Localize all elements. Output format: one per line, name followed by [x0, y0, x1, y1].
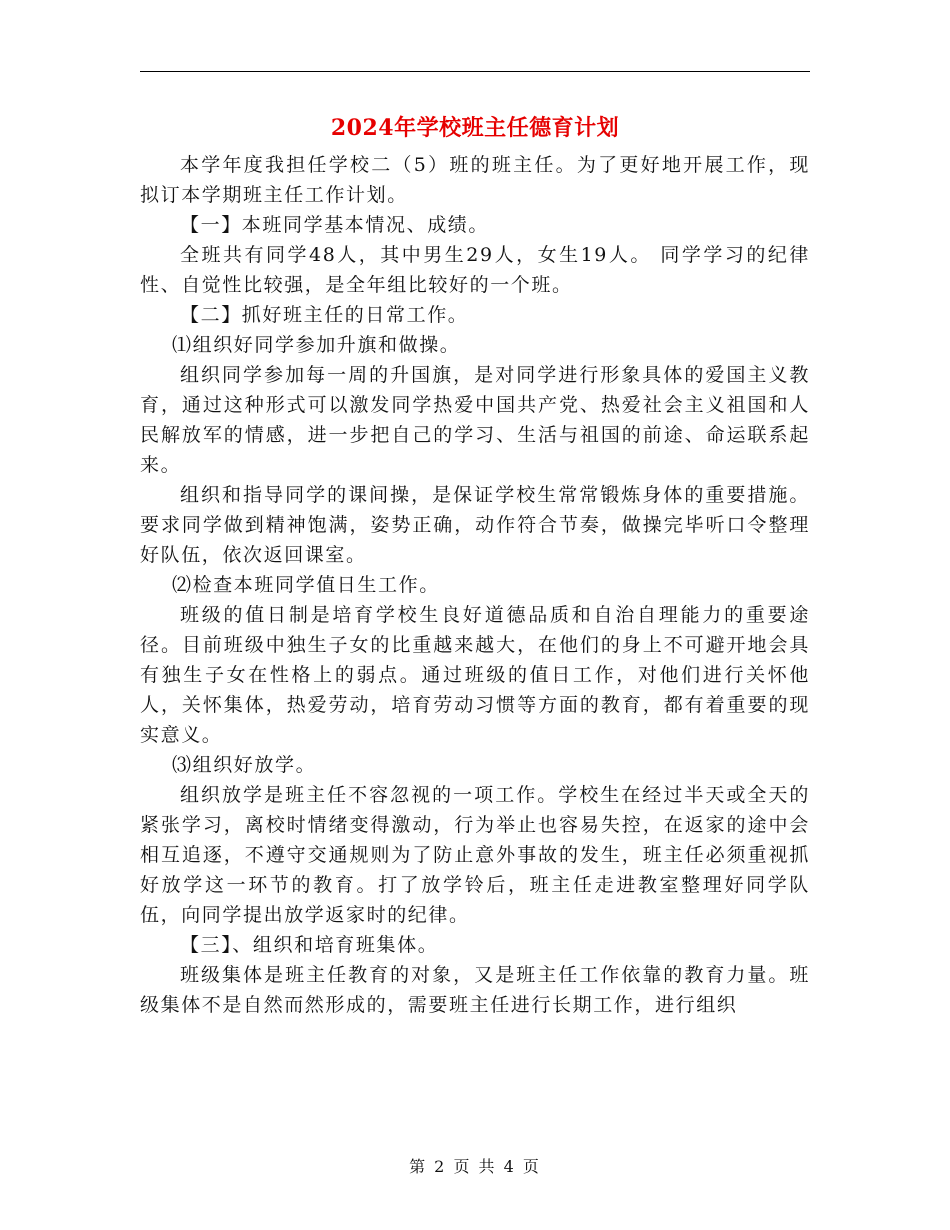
page-number-footer: 第 2 页 共 4 页 [409, 1157, 541, 1176]
paragraph: 全班共有同学48人，其中男生29人，女生19人。 同学学习的纪律性、自觉性比较强，是全年组比较好的一个班。 [140, 244, 810, 296]
paragraph: 组织放学是班主任不容忽视的一项工作。学校生在经过半天或全天的紧张学习，离校时情绪变得激动，行为举止也容易失控，在返家的途中会相互追逐，不遵守交通规则为了防止意外事故的发生，班主任必须重视抓好放学这一环节的教育。打了放学铃后，班主任走进教室整理好同学队伍，向同学提出放学返家时的纪律。 [140, 784, 810, 926]
section-heading-2: 【二】抓好班主任的日常工作。 [180, 304, 469, 326]
subheading-2: ⑵检查本班同学值日生工作。 [172, 574, 440, 596]
section-heading-3: 【三】、组织和培育班集体。 [180, 934, 439, 956]
section-heading-1: 【一】本班同学基本情况、成绩。 [180, 214, 490, 236]
paragraph: 班级的值日制是培育学校生良好道德品质和自治自理能力的重要途径。目前班级中独生子女的比重越来越大，在他们的身上不可避开地会具有独生子女在性格上的弱点。通过班级的值日工作，对他们进行关怀他人，关怀集体，热爱劳动，培育劳动习惯等方面的教育，都有着重要的现实意义。 [140, 604, 810, 746]
document-body [140, 150, 810, 1020]
subheading-3: ⑶组织好放学。 [172, 754, 317, 776]
paragraph: 组织和指导同学的课间操，是保证学校生常常锻炼身体的重要措施。要求同学做到精神饱满，姿势正确，动作符合节奏，做操完毕听口令整理好队伍，依次返回课室。 [140, 484, 810, 566]
document-title: 2024年学校班主任德育计划 [330, 115, 620, 141]
header-rule [140, 71, 810, 72]
paragraph: 组织同学参加每一周的升国旗，是对同学进行形象具体的爱国主义教育，通过这种形式可以激发同学热爱中国共产党、热爱社会主义祖国和人民解放军的情感，进一步把自己的学习、生活与祖国的前途、命运联系起来。 [140, 364, 810, 476]
paragraph: 班级集体是班主任教育的对象，又是班主任工作依靠的教育力量。班级集体不是自然而然形成的，需要班主任进行长期工作，进行组织 [140, 964, 810, 1016]
subheading-1: ⑴组织好同学参加升旗和做操。 [172, 334, 461, 356]
paragraph-intro: 本学年度我担任学校二（5）班的班主任。为了更好地开展工作，现拟订本学期班主任工作计划。 [140, 154, 810, 206]
